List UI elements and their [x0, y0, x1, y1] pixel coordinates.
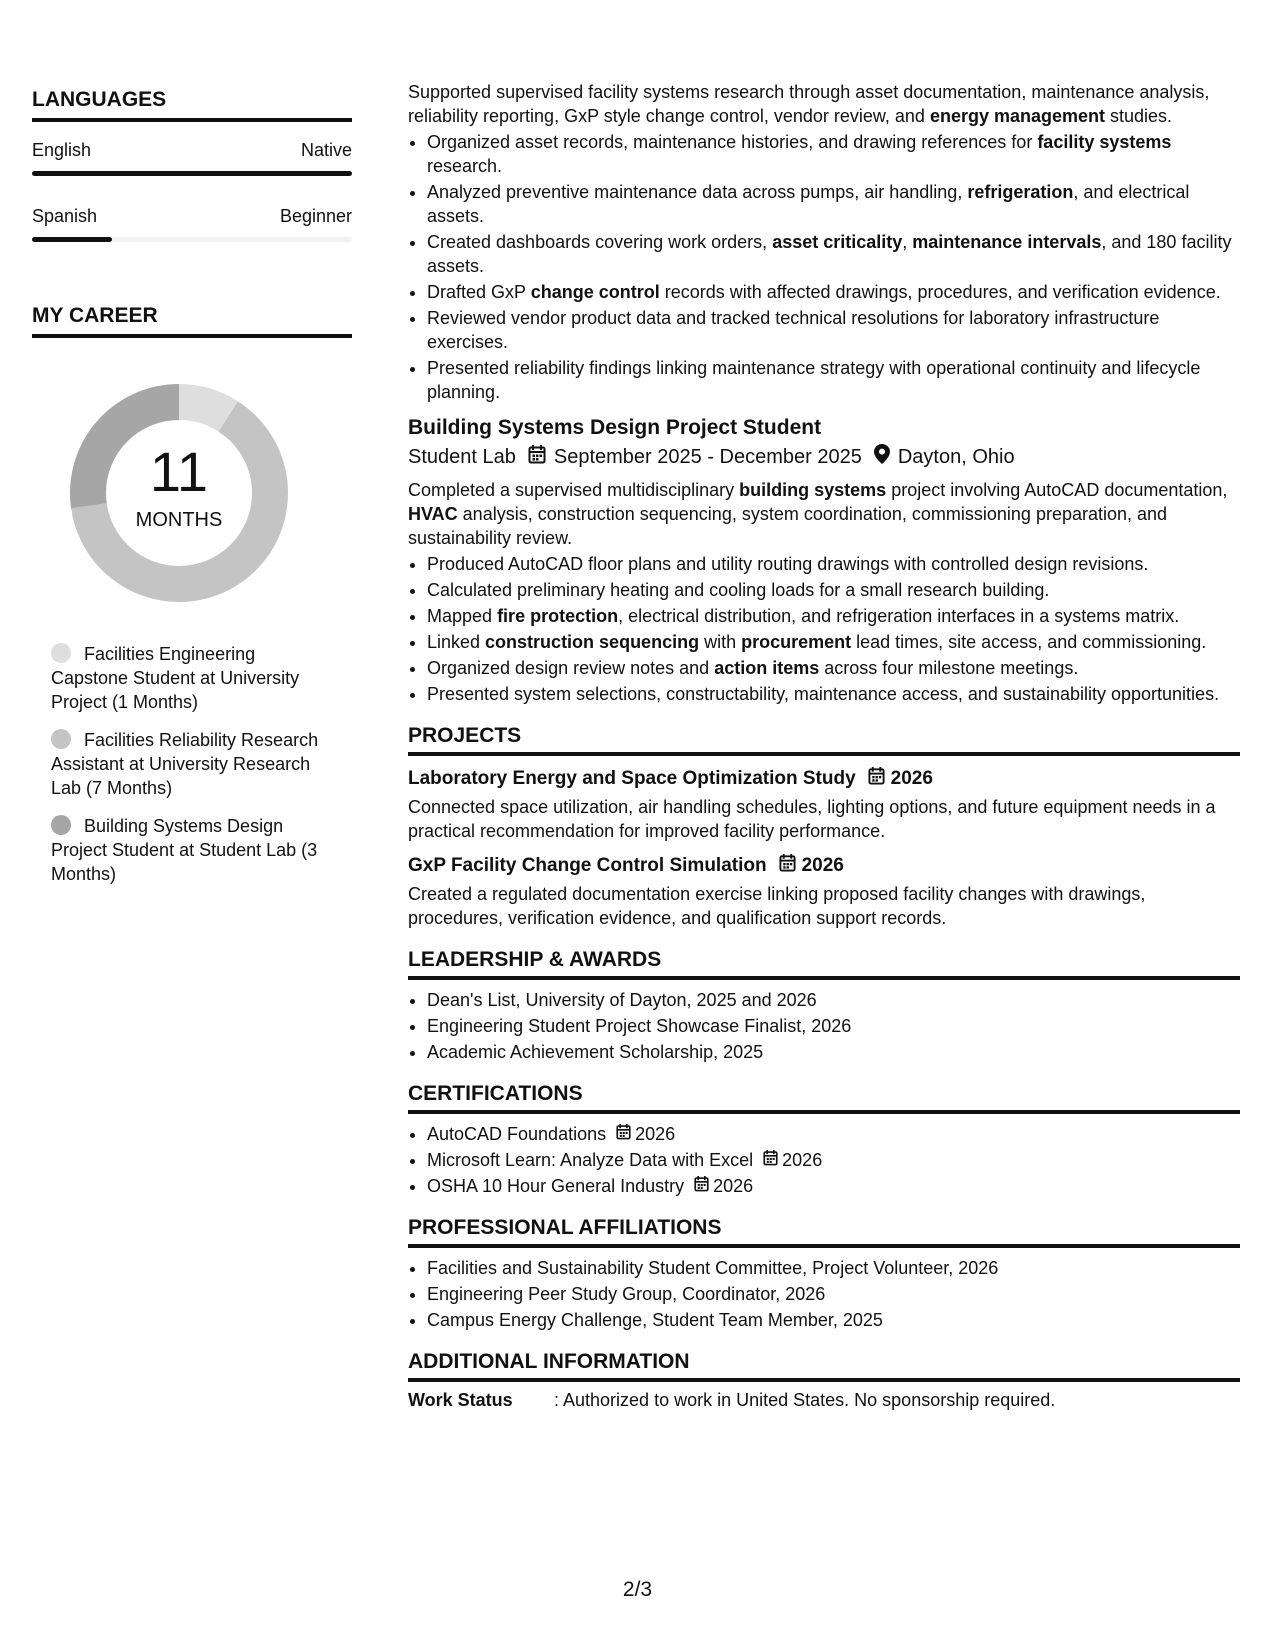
sidebar [32, 88, 352, 900]
project-description: Connected space utilization, air handling schedules, lighting options, and future equipment needs in a practical recommendation for improved facility performance. [408, 797, 1216, 841]
job-bullet: • Produced AutoCAD floor plans and utility routing drawings with controlled design revisions. [427, 552, 1240, 576]
award-item: • Academic Achievement Scholarship, 2025 [427, 1040, 1240, 1064]
language-proficiency-bar [32, 171, 352, 176]
job-bullet: • Created dashboards covering work orders, asset criticality, maintenance intervals, and 180 facility assets. [427, 230, 1240, 278]
affiliation-item: • Campus Energy Challenge, Student Team Member, 2025 [427, 1308, 1240, 1332]
calendar-icon [528, 444, 546, 470]
job-bullet: • Linked construction sequencing with procurement lead times, site access, and commissioning. [427, 630, 1240, 654]
projects-heading: PROJECTS [408, 724, 1240, 756]
work-status-label: Work Status [408, 1390, 513, 1410]
affiliations-list [408, 1256, 1240, 1332]
job-bullet: • Drafted GxP change control records with affected drawings, procedures, and verification evidence. [427, 280, 1240, 304]
additional-info-heading: ADDITIONAL INFORMATION [408, 1350, 1240, 1382]
job-bullet: • Analyzed preventive maintenance data across pumps, air handling, refrigeration, and electrical assets. [427, 180, 1240, 228]
job-bullet: • Presented system selections, constructability, maintenance access, and sustainability opportunities. [427, 682, 1240, 706]
certification-item [427, 1174, 1240, 1198]
language-name: English [32, 140, 92, 160]
job-bullet: • Calculated preliminary heating and cooling loads for a small research building. [427, 578, 1240, 602]
certifications-list [408, 1122, 1240, 1198]
career-legend-item [51, 728, 331, 800]
language-level: Beginner [279, 206, 352, 226]
affiliation-item: • Engineering Peer Study Group, Coordinator, 2026 [427, 1282, 1240, 1306]
calendar-icon [763, 1148, 778, 1172]
career-legend-item [51, 814, 331, 886]
career-legend [51, 642, 331, 886]
job-company: Student Lab [408, 445, 516, 468]
languages-heading: LANGUAGES [32, 88, 352, 122]
award-item: • Dean's List, University of Dayton, 2025 and 2026 [427, 988, 1240, 1012]
project-item [408, 766, 1240, 843]
job-title: Building Systems Design Project Student [408, 416, 822, 439]
language-level: Native [300, 140, 352, 160]
job-meta [408, 444, 1240, 470]
language-proficiency-fill [32, 237, 112, 242]
work-status-value: : Authorized to work in United States. No sponsorship required. [554, 1390, 1056, 1410]
page-number: 2/3 [622, 1578, 653, 1601]
certifications-heading: CERTIFICATIONS [408, 1082, 1240, 1114]
award-item: • Engineering Student Project Showcase Finalist, 2026 [427, 1014, 1240, 1038]
certification-year: 2026 [635, 1124, 676, 1144]
job-bullet: • Reviewed vendor product data and tracked technical resolutions for laboratory infrastructure exercises. [427, 306, 1240, 354]
project-title-row [408, 766, 1240, 791]
experience-job [408, 416, 1240, 706]
certification-year: 2026 [713, 1176, 754, 1196]
career-total-months-number: 11 [149, 440, 209, 503]
project-year: 2026 [890, 767, 933, 789]
language-item-spanish [32, 206, 352, 242]
legend-dot-icon [51, 643, 71, 663]
career-legend-label: Facilities Engineering Capstone Student at University Project (1 Months) [51, 644, 300, 712]
calendar-icon [868, 766, 885, 791]
calendar-icon [694, 1174, 709, 1198]
location-pin-icon [874, 444, 890, 470]
affiliations-heading: PROFESSIONAL AFFILIATIONS [408, 1216, 1240, 1248]
career-donut-chart [64, 378, 294, 608]
calendar-icon [779, 853, 796, 878]
job-bullets [408, 552, 1240, 706]
project-item [408, 853, 1240, 930]
job-bullet: • Organized asset records, maintenance histories, and drawing references for facility systems research. [427, 130, 1240, 178]
awards-heading: LEADERSHIP & AWARDS [408, 948, 1240, 980]
job-bullet: • Mapped fire protection, electrical distribution, and refrigeration interfaces in a systems matrix. [427, 604, 1240, 628]
job-summary: Supported supervised facility systems research through asset documentation, maintenance analysis, reliability reporting, GxP style change control, vendor review, and energy management studies. [408, 82, 1210, 126]
project-year: 2026 [801, 854, 844, 876]
job-location: Dayton, Ohio [897, 445, 1015, 468]
job-bullets [408, 130, 1240, 404]
certification-name: OSHA 10 Hour General Industry [427, 1176, 685, 1196]
career-heading: MY CAREER [32, 304, 352, 338]
work-status-row [408, 1390, 1240, 1411]
language-name: Spanish [32, 206, 98, 226]
certification-item [427, 1122, 1240, 1146]
certification-name: Microsoft Learn: Analyze Data with Excel [427, 1150, 754, 1170]
experience-prev-job [408, 80, 1240, 404]
job-bullet: • Organized design review notes and action items across four milestone meetings. [427, 656, 1240, 680]
project-title: GxP Facility Change Control Simulation [408, 854, 767, 876]
awards-list [408, 988, 1240, 1064]
certification-item [427, 1148, 1240, 1172]
language-proficiency-bar [32, 237, 352, 242]
certification-name: AutoCAD Foundations [427, 1124, 607, 1144]
job-bullet: • Presented reliability findings linking maintenance strategy with operational continuity and lifecycle planning. [427, 356, 1240, 404]
project-description: Created a regulated documentation exercise linking proposed facility changes with drawings, procedures, verification evidence, and qualification support records. [408, 884, 1146, 928]
certification-year: 2026 [782, 1150, 823, 1170]
legend-dot-icon [51, 815, 71, 835]
language-proficiency-fill [32, 171, 352, 176]
language-item-english [32, 140, 352, 176]
career-legend-label: Building Systems Design Project Student at Student Lab (3 Months) [51, 816, 318, 884]
project-title-row [408, 853, 1240, 878]
calendar-icon [616, 1122, 631, 1146]
project-title: Laboratory Energy and Space Optimization Study [408, 767, 856, 789]
legend-dot-icon [51, 729, 71, 749]
career-legend-item [51, 642, 331, 714]
job-dates: September 2025 - December 2025 [553, 445, 862, 468]
career-total-months-unit: MONTHS [135, 509, 223, 531]
main-content [408, 80, 1240, 1411]
job-summary: Completed a supervised multidisciplinary building systems project involving AutoCAD documentation, HVAC analysis, construction sequencing, system coordination, commissioning preparation, and sustainability review. [408, 480, 1228, 548]
affiliation-item: • Facilities and Sustainability Student Committee, Project Volunteer, 2026 [427, 1256, 1240, 1280]
career-legend-label: Facilities Reliability Research Assistant at University Research Lab (7 Months) [51, 730, 319, 798]
